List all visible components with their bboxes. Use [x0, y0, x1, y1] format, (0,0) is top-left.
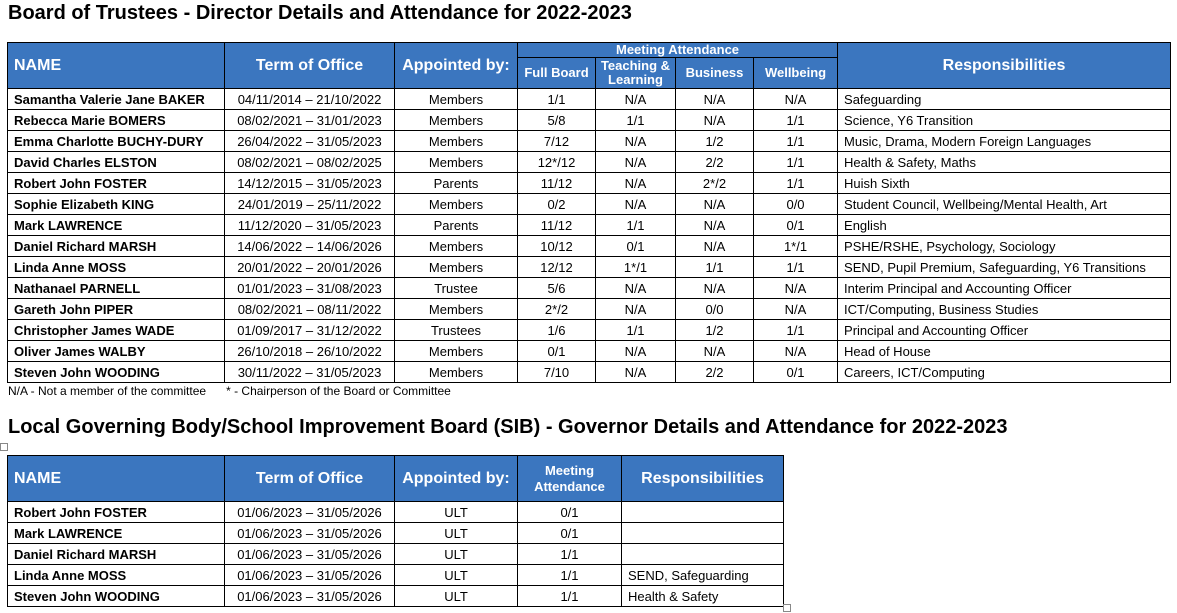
meeting-attendance: 1/1 — [518, 565, 622, 586]
teaching-learning-attendance: 1/1 — [596, 215, 676, 236]
responsibilities: PSHE/RSHE, Psychology, Sociology — [838, 236, 1171, 257]
appointed-by: ULT — [395, 502, 518, 523]
director-name: Oliver James WALBY — [8, 341, 225, 362]
legend-note: N/A - Not a member of the committee * - Chairperson of the Board or Committee — [8, 384, 451, 398]
sib-header-meeting-attendance: Meeting Attendance — [518, 456, 622, 502]
term-of-office: 04/11/2014 – 21/10/2022 — [225, 89, 395, 110]
term-of-office: 30/11/2022 – 31/05/2023 — [225, 362, 395, 383]
appointed-by: ULT — [395, 565, 518, 586]
full-board-attendance: 1/6 — [518, 320, 596, 341]
sib-header-appointed: Appointed by: — [395, 456, 518, 502]
term-of-office: 01/06/2023 – 31/05/2026 — [225, 586, 395, 607]
full-board-attendance: 7/10 — [518, 362, 596, 383]
director-name: Mark LAWRENCE — [8, 215, 225, 236]
sib-header-term: Term of Office — [225, 456, 395, 502]
table-row — [8, 110, 1171, 131]
term-of-office: 26/04/2022 – 31/05/2023 — [225, 131, 395, 152]
table-row — [8, 278, 1171, 299]
term-of-office: 01/06/2023 – 31/05/2026 — [225, 502, 395, 523]
wellbeing-attendance: N/A — [754, 89, 838, 110]
term-of-office: 01/01/2023 – 31/08/2023 — [225, 278, 395, 299]
wellbeing-attendance: N/A — [754, 278, 838, 299]
header-meeting-attendance: Meeting Attendance — [518, 43, 838, 58]
table-row — [8, 236, 1171, 257]
director-name: Christopher James WADE — [8, 320, 225, 341]
header-business: Business — [676, 58, 754, 89]
term-of-office: 01/06/2023 – 31/05/2026 — [225, 565, 395, 586]
term-of-office: 01/06/2023 – 31/05/2026 — [225, 523, 395, 544]
appointed-by: Parents — [395, 173, 518, 194]
term-of-office: 14/12/2015 – 31/05/2023 — [225, 173, 395, 194]
appointed-by: Trustee — [395, 278, 518, 299]
teaching-learning-attendance: N/A — [596, 278, 676, 299]
header-full-board: Full Board — [518, 58, 596, 89]
director-name: Nathanael PARNELL — [8, 278, 225, 299]
term-of-office: 08/02/2021 – 08/02/2025 — [225, 152, 395, 173]
responsibilities: Health & Safety — [622, 586, 784, 607]
table-row — [8, 502, 784, 523]
responsibilities: Safeguarding — [838, 89, 1171, 110]
director-name: Daniel Richard MARSH — [8, 236, 225, 257]
appointed-by: ULT — [395, 544, 518, 565]
business-attendance: N/A — [676, 89, 754, 110]
full-board-attendance: 11/12 — [518, 215, 596, 236]
wellbeing-attendance: 1/1 — [754, 257, 838, 278]
teaching-learning-attendance: N/A — [596, 341, 676, 362]
table-row — [8, 215, 1171, 236]
term-of-office: 08/02/2021 – 08/11/2022 — [225, 299, 395, 320]
board-attendance-table — [7, 42, 1171, 383]
responsibilities — [622, 502, 784, 523]
appointed-by: Members — [395, 89, 518, 110]
appointed-by: ULT — [395, 523, 518, 544]
teaching-learning-attendance: 1/1 — [596, 320, 676, 341]
responsibilities: Principal and Accounting Officer — [838, 320, 1171, 341]
table-row — [8, 523, 784, 544]
business-attendance: N/A — [676, 341, 754, 362]
sib-header-responsibilities: Responsibilities — [622, 456, 784, 502]
table-row — [8, 131, 1171, 152]
business-attendance: N/A — [676, 236, 754, 257]
appointed-by: Members — [395, 131, 518, 152]
header-wellbeing: Wellbeing — [754, 58, 838, 89]
governor-name: Daniel Richard MARSH — [8, 544, 225, 565]
business-attendance: 1/1 — [676, 257, 754, 278]
table-row — [8, 299, 1171, 320]
header-teaching-learning: Teaching & Learning — [596, 58, 676, 89]
responsibilities: Careers, ICT/Computing — [838, 362, 1171, 383]
table-row — [8, 341, 1171, 362]
full-board-attendance: 7/12 — [518, 131, 596, 152]
full-board-attendance: 5/6 — [518, 278, 596, 299]
teaching-learning-attendance: N/A — [596, 173, 676, 194]
full-board-attendance: 1/1 — [518, 89, 596, 110]
business-attendance: N/A — [676, 215, 754, 236]
wellbeing-attendance: 1/1 — [754, 173, 838, 194]
wellbeing-attendance: 1/1 — [754, 131, 838, 152]
appointed-by: Members — [395, 257, 518, 278]
table-row — [8, 586, 784, 607]
appointed-by: Members — [395, 362, 518, 383]
teaching-learning-attendance: 0/1 — [596, 236, 676, 257]
table-resize-handle[interactable] — [783, 604, 791, 612]
term-of-office: 26/10/2018 – 26/10/2022 — [225, 341, 395, 362]
governor-name: Linda Anne MOSS — [8, 565, 225, 586]
director-name: Samantha Valerie Jane BAKER — [8, 89, 225, 110]
responsibilities — [622, 544, 784, 565]
responsibilities: ICT/Computing, Business Studies — [838, 299, 1171, 320]
director-name: Robert John FOSTER — [8, 173, 225, 194]
governor-name: Robert John FOSTER — [8, 502, 225, 523]
director-name: Gareth John PIPER — [8, 299, 225, 320]
table-row — [8, 257, 1171, 278]
table-row — [8, 194, 1171, 215]
header-appointed: Appointed by: — [395, 43, 518, 89]
responsibilities: English — [838, 215, 1171, 236]
meeting-attendance: 1/1 — [518, 586, 622, 607]
teaching-learning-attendance: N/A — [596, 194, 676, 215]
meeting-attendance: 1/1 — [518, 544, 622, 565]
wellbeing-attendance: 1/1 — [754, 320, 838, 341]
board-title: Board of Trustees - Director Details and Attendance for 2022-2023 — [8, 2, 632, 24]
wellbeing-attendance: N/A — [754, 341, 838, 362]
director-name: Sophie Elizabeth KING — [8, 194, 225, 215]
board-table-body — [8, 89, 1171, 383]
appointed-by: Members — [395, 194, 518, 215]
header-term: Term of Office — [225, 43, 395, 89]
appointed-by: Members — [395, 299, 518, 320]
full-board-attendance: 11/12 — [518, 173, 596, 194]
teaching-learning-attendance: N/A — [596, 362, 676, 383]
table-move-handle[interactable] — [0, 443, 8, 451]
business-attendance: N/A — [676, 194, 754, 215]
term-of-office: 01/09/2017 – 31/12/2022 — [225, 320, 395, 341]
responsibilities: SEND, Pupil Premium, Safeguarding, Y6 Transitions — [838, 257, 1171, 278]
term-of-office: 20/01/2022 – 20/01/2026 — [225, 257, 395, 278]
director-name: Emma Charlotte BUCHY-DURY — [8, 131, 225, 152]
full-board-attendance: 2*/2 — [518, 299, 596, 320]
full-board-attendance: 10/12 — [518, 236, 596, 257]
teaching-learning-attendance: N/A — [596, 89, 676, 110]
full-board-attendance: 0/2 — [518, 194, 596, 215]
responsibilities: Interim Principal and Accounting Officer — [838, 278, 1171, 299]
sib-attendance-table — [7, 455, 784, 607]
wellbeing-attendance: 1/1 — [754, 110, 838, 131]
table-row — [8, 362, 1171, 383]
table-row — [8, 89, 1171, 110]
sib-header-name: NAME — [8, 456, 225, 502]
full-board-attendance: 0/1 — [518, 341, 596, 362]
teaching-learning-attendance: N/A — [596, 299, 676, 320]
responsibilities — [622, 523, 784, 544]
term-of-office: 08/02/2021 – 31/01/2023 — [225, 110, 395, 131]
responsibilities: Music, Drama, Modern Foreign Languages — [838, 131, 1171, 152]
appointed-by: Members — [395, 110, 518, 131]
meeting-attendance: 0/1 — [518, 523, 622, 544]
director-name: Linda Anne MOSS — [8, 257, 225, 278]
business-attendance: 0/0 — [676, 299, 754, 320]
responsibilities: Head of House — [838, 341, 1171, 362]
term-of-office: 14/06/2022 – 14/06/2026 — [225, 236, 395, 257]
responsibilities: Student Council, Wellbeing/Mental Health, Art — [838, 194, 1171, 215]
business-attendance: 1/2 — [676, 131, 754, 152]
responsibilities: Huish Sixth — [838, 173, 1171, 194]
appointed-by: ULT — [395, 586, 518, 607]
wellbeing-attendance: 1/1 — [754, 152, 838, 173]
appointed-by: Members — [395, 152, 518, 173]
appointed-by: Members — [395, 341, 518, 362]
teaching-learning-attendance: N/A — [596, 131, 676, 152]
responsibilities: Health & Safety, Maths — [838, 152, 1171, 173]
full-board-attendance: 12*/12 — [518, 152, 596, 173]
table-row — [8, 544, 784, 565]
appointed-by: Parents — [395, 215, 518, 236]
responsibilities: SEND, Safeguarding — [622, 565, 784, 586]
term-of-office: 01/06/2023 – 31/05/2026 — [225, 544, 395, 565]
table-row — [8, 565, 784, 586]
teaching-learning-attendance: 1*/1 — [596, 257, 676, 278]
responsibilities: Science, Y6 Transition — [838, 110, 1171, 131]
term-of-office: 11/12/2020 – 31/05/2023 — [225, 215, 395, 236]
table-row — [8, 152, 1171, 173]
header-name: NAME — [8, 43, 225, 89]
full-board-attendance: 5/8 — [518, 110, 596, 131]
header-responsibilities: Responsibilities — [838, 43, 1171, 89]
wellbeing-attendance: 0/1 — [754, 362, 838, 383]
table-row — [8, 320, 1171, 341]
teaching-learning-attendance: 1/1 — [596, 110, 676, 131]
table-row — [8, 173, 1171, 194]
director-name: Steven John WOODING — [8, 362, 225, 383]
business-attendance: 2/2 — [676, 152, 754, 173]
business-attendance: 2/2 — [676, 362, 754, 383]
governor-name: Mark LAWRENCE — [8, 523, 225, 544]
governor-name: Steven John WOODING — [8, 586, 225, 607]
meeting-attendance: 0/1 — [518, 502, 622, 523]
wellbeing-attendance: N/A — [754, 299, 838, 320]
wellbeing-attendance: 0/0 — [754, 194, 838, 215]
business-attendance: 2*/2 — [676, 173, 754, 194]
director-name: Rebecca Marie BOMERS — [8, 110, 225, 131]
appointed-by: Trustees — [395, 320, 518, 341]
business-attendance: N/A — [676, 110, 754, 131]
sib-table-body — [8, 502, 784, 607]
term-of-office: 24/01/2019 – 25/11/2022 — [225, 194, 395, 215]
appointed-by: Members — [395, 236, 518, 257]
wellbeing-attendance: 1*/1 — [754, 236, 838, 257]
teaching-learning-attendance: N/A — [596, 152, 676, 173]
sib-title: Local Governing Body/School Improvement Board (SIB) - Governor Details and Attendance for 2022-2023 — [8, 416, 1008, 438]
full-board-attendance: 12/12 — [518, 257, 596, 278]
wellbeing-attendance: 0/1 — [754, 215, 838, 236]
director-name: David Charles ELSTON — [8, 152, 225, 173]
business-attendance: N/A — [676, 278, 754, 299]
business-attendance: 1/2 — [676, 320, 754, 341]
